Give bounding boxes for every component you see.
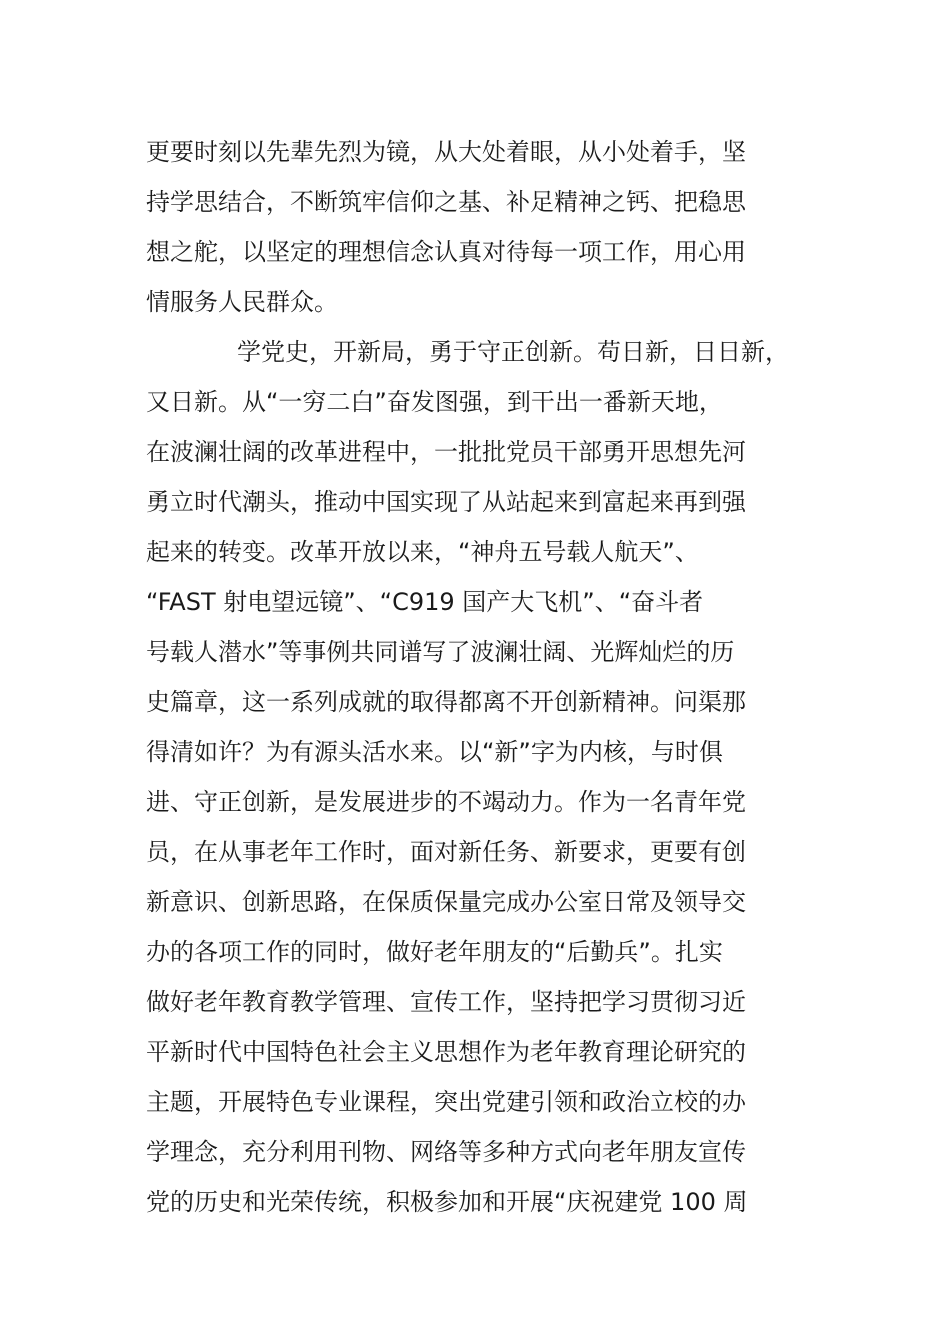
text-line: 新意识、创新思路，在保质保量完成办公室日常及领导交	[146, 888, 746, 916]
text-line: 党的历史和光荣传统，积极参加和开展“庆祝建党 100 周	[146, 1188, 748, 1216]
text-line: 做好老年教育教学管理、宣传工作，坚持把学习贯彻习近	[146, 988, 746, 1016]
text-line: 平新时代中国特色社会主义思想作为老年教育理论研究的	[146, 1038, 746, 1066]
text-line: 勇立时代潮头，推动中国实现了从站起来到富起来再到强	[146, 488, 746, 516]
text-line: 办的各项工作的同时，做好老年朋友的“后勤兵”。扎实	[146, 938, 723, 966]
text-line: 在波澜壮阔的改革进程中，一批批党员干部勇开思想先河	[146, 438, 746, 466]
text-line: 号载人潜水”等事例共同谱写了波澜壮阔、光辉灿烂的历	[146, 638, 735, 666]
text-line: 员，在从事老年工作时，面对新任务、新要求，更要有创	[146, 838, 746, 866]
paragraph-first-line: 学党史，开新局，勇于守正创新。苟日新，日日新，	[237, 338, 789, 366]
text-line: 学理念，充分利用刊物、网络等多种方式向老年朋友宣传	[146, 1138, 746, 1166]
text-line: 又日新。从“一穷二白”奋发图强，到干出一番新天地，	[146, 388, 723, 416]
text-line: 情服务人民群众。	[146, 288, 338, 316]
text-line: 起来的转变。改革开放以来，“神舟五号载人航天”、	[146, 538, 699, 566]
text-line: 更要时刻以先辈先烈为镜，从大处着眼，从小处着手，坚	[146, 138, 746, 166]
text-line: 进、守正创新，是发展进步的不竭动力。作为一名青年党	[146, 788, 746, 816]
text-line: 想之舵，以坚定的理想信念认真对待每一项工作，用心用	[146, 238, 746, 266]
text-line: 史篇章，这一系列成就的取得都离不开创新精神。问渠那	[146, 688, 746, 716]
text-line: 得清如许？为有源头活水来。以“新”字为内核，与时俱	[146, 738, 723, 766]
text-line: 主题，开展特色专业课程，突出党建引领和政治立校的办	[146, 1088, 746, 1116]
text-line: “FAST 射电望远镜”、“C919 国产大飞机”、“奋斗者	[146, 588, 704, 616]
text-line: 持学思结合，不断筑牢信仰之基、补足精神之钙、把稳思	[146, 188, 746, 216]
